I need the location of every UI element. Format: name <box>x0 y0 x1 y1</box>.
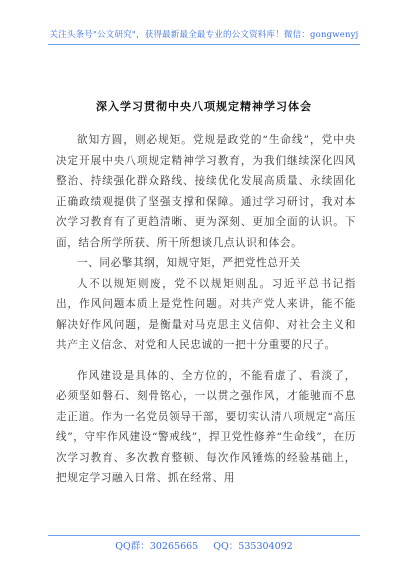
section-heading-1: 一、同必擎其纲，知规守矩，严把党性总开关 <box>77 257 301 269</box>
paragraph-intro: 欲知方圆，则必规矩。党规是政党的“生命线”，党中央决定开展中央八项规定精神学习教育，为我们继续深化四风整治、持续强化群众路线、接续优化发展高质量、永续固化正确政绩观提供了坚强支撑和保障。通过学习研讨，我对本次学习教育有了更趋清晰、更为深刻、更加全面的认识。下面，结合所学所获、所干所想谈几点认识和体会。 <box>56 134 356 249</box>
qq-group-text: QQ群：30265665 <box>115 541 199 552</box>
document-body <box>56 130 356 489</box>
watermark-header: 关注头条号"公文研究"，获得最新最全最专业的公文资料库！微信：gongwenyj <box>49 30 359 40</box>
header-divider <box>48 44 360 45</box>
footer-divider <box>48 535 360 536</box>
document-title: 深入学习贯彻中央八项规定精神学习体会 <box>96 100 312 113</box>
paragraph-1: 人不以规矩则废，党不以规矩则乱。习近平总书记指出，作风问题本质上是党性问题。对共产党人来讲，能不能解决好作风问题，是衡量对马克思主义信仰、对社会主义和共产主义信念、对党和人民忠诚的一把十分重要的尺子。 <box>56 277 356 351</box>
qq-number-text: QQ：535304092 <box>213 541 293 552</box>
paragraph-2: 作风建设是具体的、全方位的，不能看虚了、看淡了，必须坚如磐石、刻骨铭心，一以贯之强作风，才能驰而不息走正道。作为一名党员领导干部，要切实认清八项规定“高压线”，守牢作风建设“警戒线”，捍卫党性修养“生命线”，在历次学习教育、多次教育整顿、每次作风锤炼的经验基础上，把规定学习融入日常、抓在经常、用 <box>56 369 356 484</box>
watermark-footer <box>0 538 408 552</box>
